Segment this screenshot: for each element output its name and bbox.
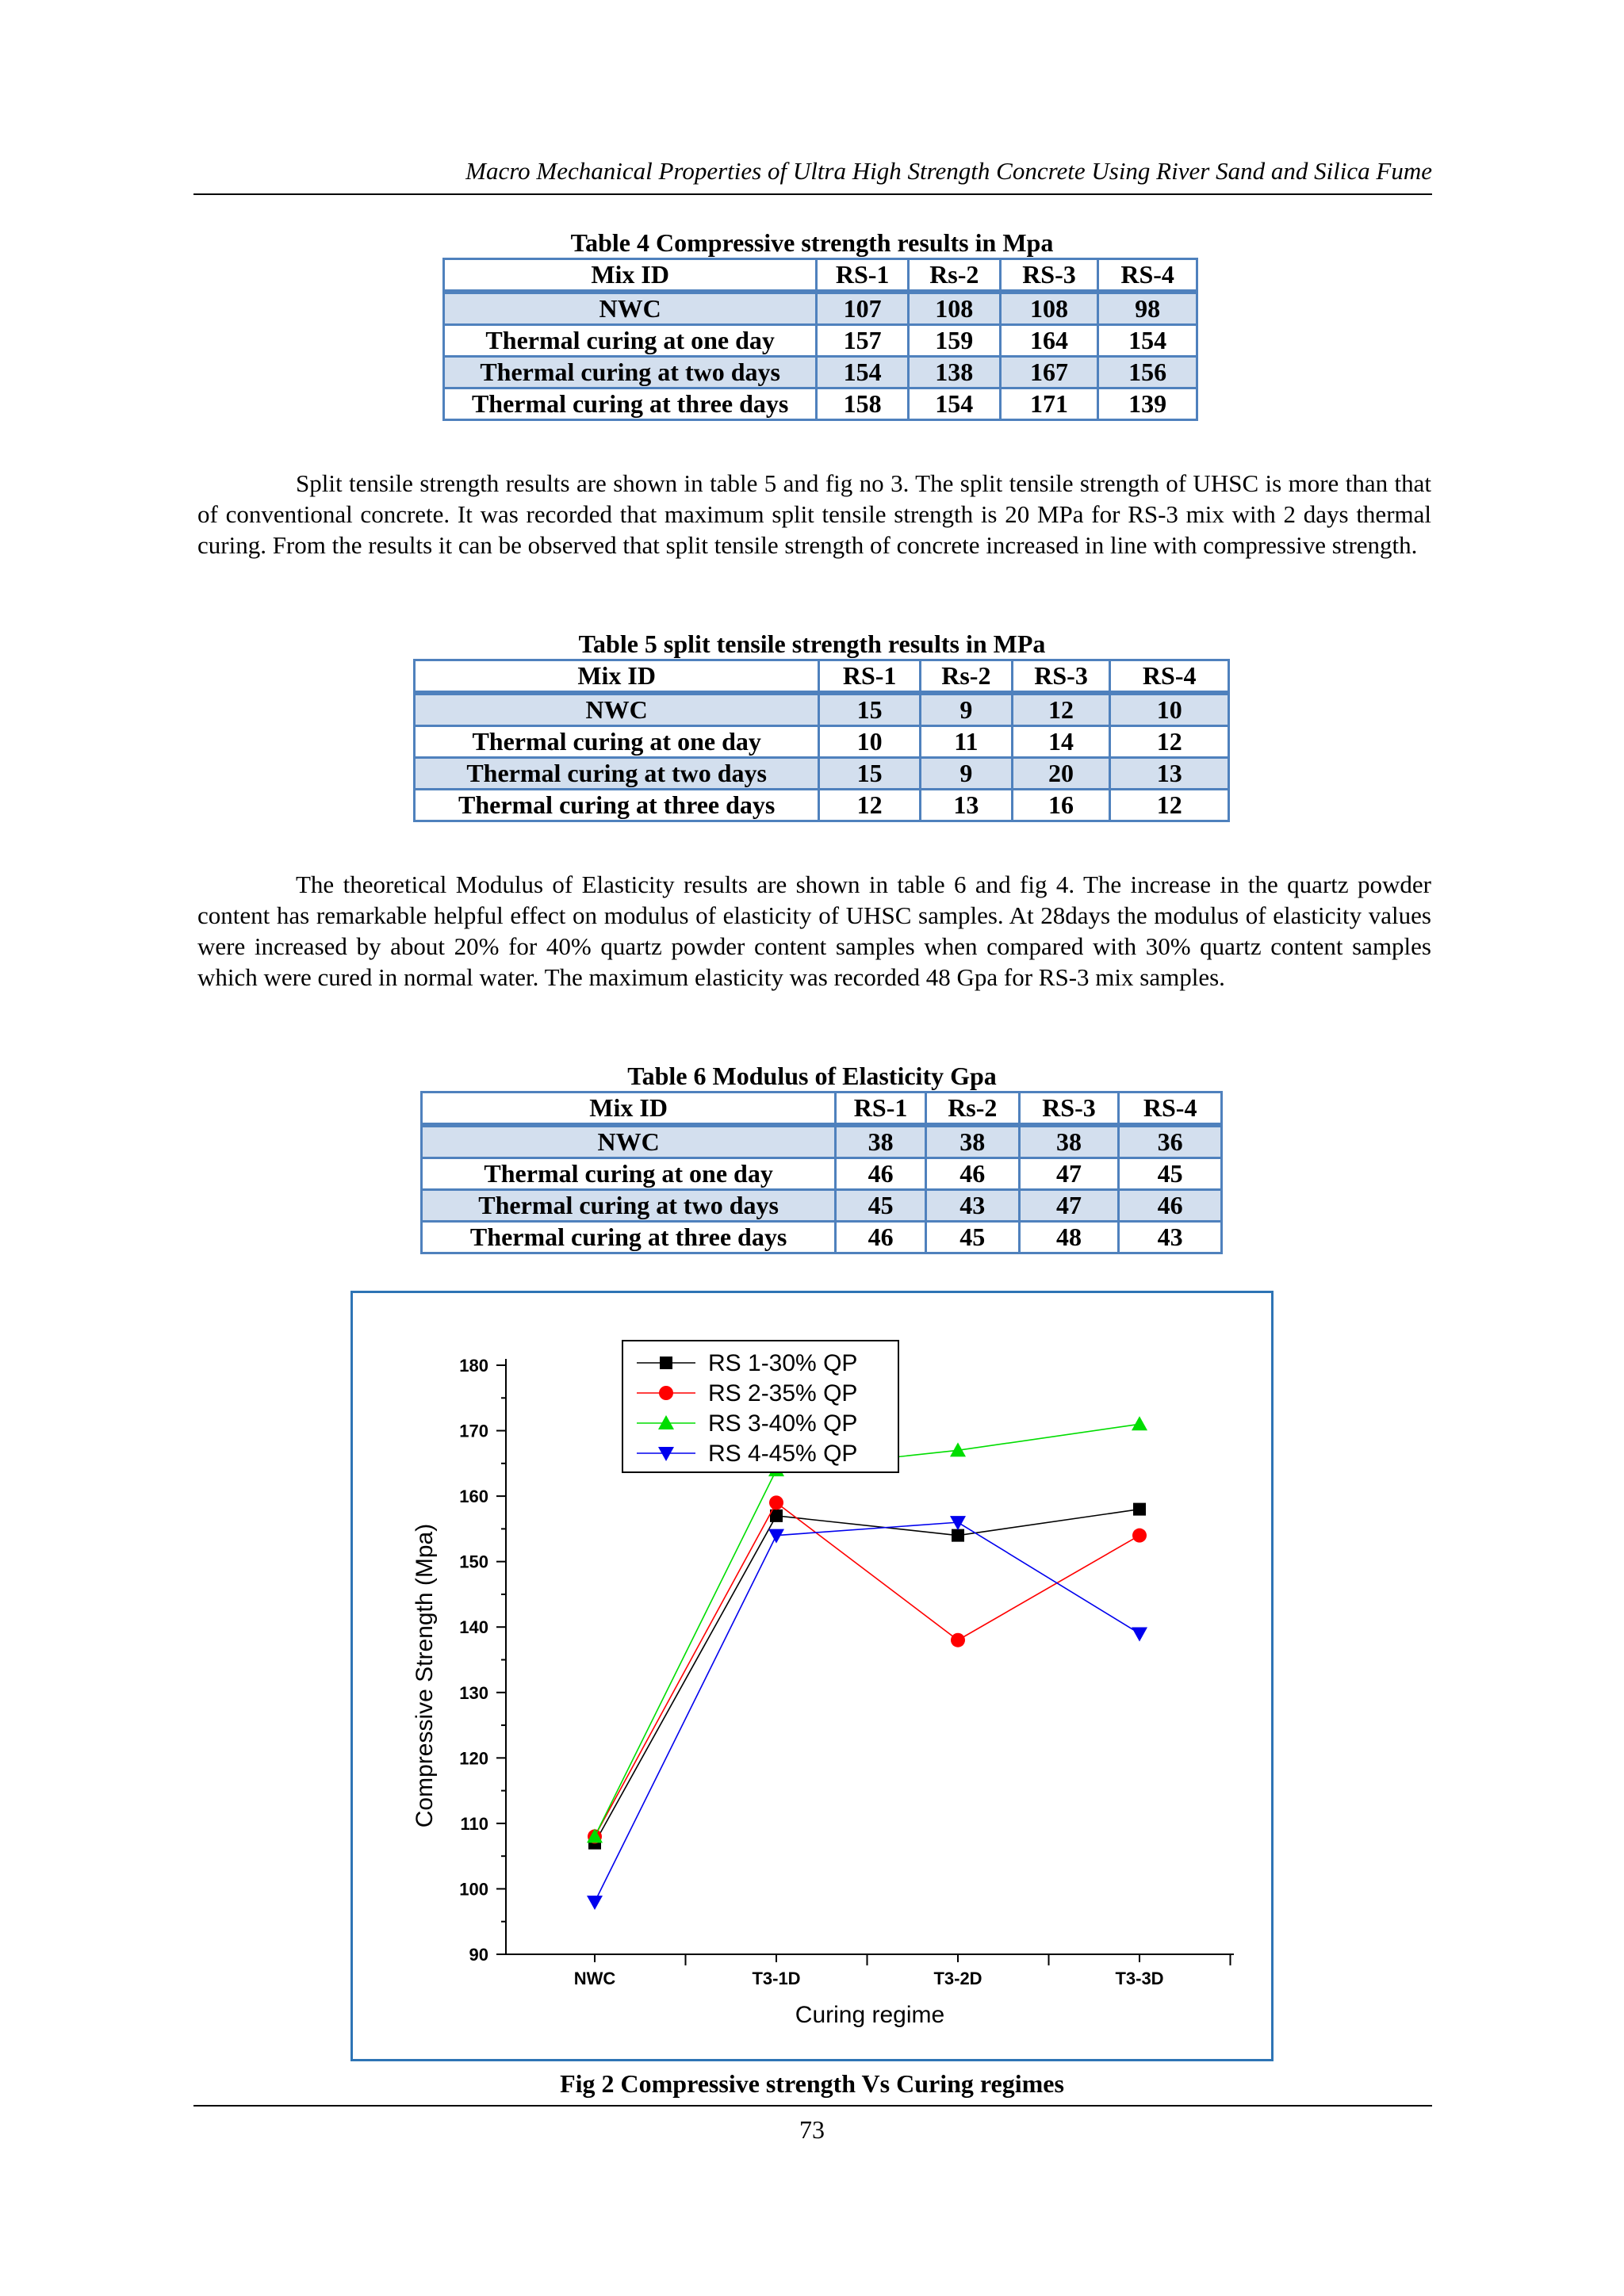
table-cell: 108 [908,292,1000,325]
x-tick-label: T3-2D [933,1969,982,1988]
table-cell: 46 [925,1158,1019,1190]
table-cell: 12 [1110,726,1229,758]
table-cell: 10 [1110,693,1229,726]
table-row [415,790,1229,821]
series-line [595,1510,1139,1843]
table-cell: 164 [1000,325,1098,357]
table-cell: 46 [836,1158,926,1190]
y-tick-label: 150 [459,1552,488,1572]
row-label: Thermal curing at two days [422,1190,836,1222]
table-cell: 47 [1019,1190,1119,1222]
table-row [422,1190,1222,1222]
table-header-row [422,1093,1222,1126]
column-header: Mix ID [422,1093,836,1126]
series-line [595,1522,1139,1902]
table5 [413,659,1230,822]
y-axis-title: Compressive Strength (Mpa) [412,1523,438,1828]
table-row [422,1222,1222,1253]
table-cell: 159 [908,325,1000,357]
column-header: RS-1 [819,660,921,694]
table-cell: 167 [1000,357,1098,388]
table-cell: 107 [817,292,909,325]
compressive-strength-chart [353,1293,1271,2059]
page-number: 73 [799,2115,825,2144]
table-cell: 154 [817,357,909,388]
table-cell: 45 [836,1190,926,1222]
row-label: NWC [415,693,819,726]
column-header: Rs-2 [925,1093,1019,1126]
data-point [768,1529,784,1544]
data-point [1133,1503,1146,1516]
table-cell: 14 [1012,726,1110,758]
table-cell: 108 [1000,292,1098,325]
y-tick-label: 180 [459,1356,488,1376]
table-row [422,1158,1222,1190]
table-cell: 158 [817,388,909,420]
table-row [415,693,1229,726]
table-cell: 9 [920,758,1012,790]
column-header: RS-1 [836,1093,926,1126]
data-point [769,1495,783,1510]
table5-caption: Table 5 split tensile strength results in MPa [578,629,1046,658]
table-row [422,1125,1222,1158]
table-cell: 11 [920,726,1012,758]
table-cell: 138 [908,357,1000,388]
series-line [595,1502,1139,1836]
y-tick-label: 120 [459,1748,488,1769]
legend-label: RS 4-45% QP [708,1441,858,1467]
running-header: Macro Mechanical Properties of Ultra High Strength Concrete Using River Sand and Silica Fume [193,152,1432,195]
column-header: Mix ID [444,259,817,293]
column-header: RS-1 [817,259,909,293]
column-header: Rs-2 [908,259,1000,293]
series-line [595,1424,1139,1836]
table-cell: 156 [1098,357,1197,388]
data-point [1132,1529,1147,1543]
table-cell: 157 [817,325,909,357]
row-label: Thermal curing at two days [415,758,819,790]
column-header: Rs-2 [920,660,1012,694]
table-cell: 38 [1019,1125,1119,1158]
data-point [1132,1627,1147,1641]
column-header: RS-3 [1019,1093,1119,1126]
column-header: Mix ID [415,660,819,694]
column-header: RS-3 [1000,259,1098,293]
figure-frame [350,1291,1274,2061]
legend-label: RS 3-40% QP [708,1410,858,1437]
table-cell: 48 [1019,1222,1119,1253]
table-cell: 9 [920,693,1012,726]
legend-label: RS 2-35% QP [708,1380,858,1406]
column-header: RS-3 [1012,660,1110,694]
column-header: RS-4 [1119,1093,1222,1126]
y-tick-label: 160 [459,1487,488,1507]
data-point [587,1896,603,1910]
table-cell: 43 [925,1190,1019,1222]
row-label: Thermal curing at two days [444,357,817,388]
table-cell: 15 [819,693,921,726]
table4 [442,258,1198,421]
row-label: Thermal curing at one day [422,1158,836,1190]
legend-label: RS 1-30% QP [708,1350,858,1376]
table-row [415,726,1229,758]
table6 [420,1091,1223,1254]
table-cell: 12 [1110,790,1229,821]
table6-caption: Table 6 Modulus of Elasticity Gpa [627,1062,997,1090]
row-label: Thermal curing at three days [422,1222,836,1253]
y-tick-label: 110 [460,1813,488,1834]
row-label: Thermal curing at one day [444,325,817,357]
table-cell: 15 [819,758,921,790]
table-row [444,325,1197,357]
table-cell: 47 [1019,1158,1119,1190]
table-cell: 16 [1012,790,1110,821]
legend-marker [660,1357,672,1369]
table-cell: 36 [1119,1125,1222,1158]
table-cell: 13 [1110,758,1229,790]
table-cell: 154 [1098,325,1197,357]
paragraph-split-tensile: Split tensile strength results are shown in table 5 and fig no 3. The split tensile strength of UHSC is more than that of conventional concrete. It was recorded that maximum split tensile strength is 20 MPa for RS-3 mix with 2 days thermal curing. From the results it can be observed that split tensile strength of concrete increased in line with compressive strength. [197,469,1431,559]
table-cell: 45 [925,1222,1019,1253]
table-cell: 46 [836,1222,926,1253]
table-cell: 38 [836,1125,926,1158]
table-cell: 139 [1098,388,1197,420]
table-cell: 154 [908,388,1000,420]
x-tick-label: T3-1D [752,1969,801,1988]
x-tick-label: NWC [573,1969,616,1988]
x-axis-title: Curing regime [795,2002,945,2028]
paragraph-modulus: The theoretical Modulus of Elasticity results are shown in table 6 and fig 4. The increase in the quartz powder content has remarkable helpful effect on modulus of elasticity of UHSC samples. At 28days the modulus of elasticity values were increased by about 20% for 40% quartz powder content samples when compared with 30% quartz content samples which were cured in normal water. The maximum elasticity was recorded 48 Gpa for RS-3 mix samples. [197,871,1431,991]
table-cell: 13 [920,790,1012,821]
y-tick-label: 130 [459,1682,488,1703]
table-header-row [415,660,1229,694]
footer-rule [193,2105,1432,2107]
table-cell: 46 [1119,1190,1222,1222]
row-label: Thermal curing at three days [444,388,817,420]
column-header: RS-4 [1098,259,1197,293]
table-cell: 171 [1000,388,1098,420]
y-tick-label: 90 [469,1945,488,1965]
row-label: NWC [422,1125,836,1158]
table-row [444,388,1197,420]
table-cell: 98 [1098,292,1197,325]
data-point [1132,1416,1147,1430]
row-label: NWC [444,292,817,325]
x-tick-label: T3-3D [1115,1969,1164,1988]
row-label: Thermal curing at three days [415,790,819,821]
table-row [444,357,1197,388]
table-cell: 45 [1119,1158,1222,1190]
table-cell: 38 [925,1125,1019,1158]
y-tick-label: 140 [459,1617,488,1638]
table-cell: 12 [1012,693,1110,726]
y-tick-label: 170 [459,1421,488,1441]
table-cell: 10 [819,726,921,758]
legend-marker [659,1386,673,1400]
y-tick-label: 100 [459,1879,488,1900]
figure-caption: Fig 2 Compressive strength Vs Curing regimes [560,2069,1064,2098]
data-point [952,1529,964,1542]
table4-caption: Table 4 Compressive strength results in Mpa [570,228,1054,257]
column-header: RS-4 [1110,660,1229,694]
table-cell: 43 [1119,1222,1222,1253]
table-cell: 12 [819,790,921,821]
table-row [415,758,1229,790]
table-row [444,292,1197,325]
table-header-row [444,259,1197,293]
row-label: Thermal curing at one day [415,726,819,758]
data-point [951,1633,965,1647]
table-cell: 20 [1012,758,1110,790]
